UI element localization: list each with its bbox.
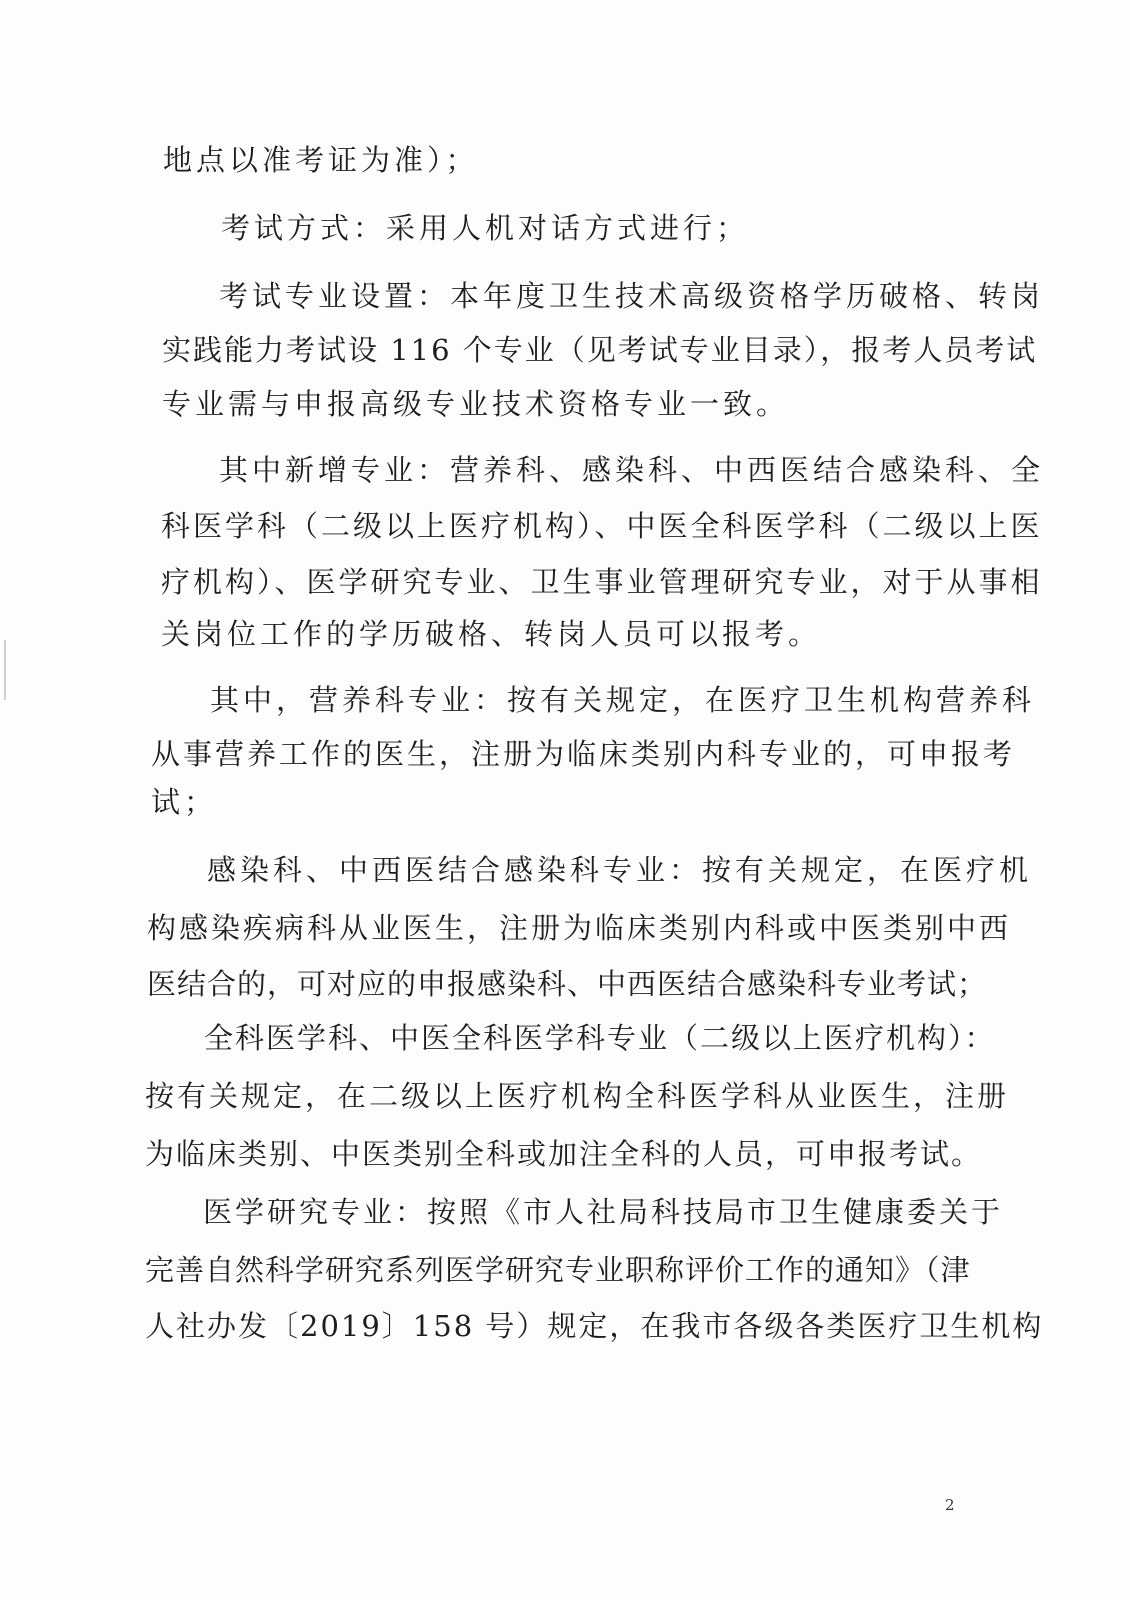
text-line-13: 感染科、中西医结合感染科专业：按有关规定，在医疗机 xyxy=(207,853,1033,887)
text-line-3: 考试专业设置：本年度卫生技术高级资格学历破格、转岗 xyxy=(219,279,1045,313)
text-line-19: 医学研究专业：按照《市人社局科技局市卫生健康委关于 xyxy=(203,1195,1004,1229)
text-line-17: 按有关规定，在二级以上医疗机构全科医学科从业医生，注册 xyxy=(145,1079,1010,1113)
text-line-7: 科医学科（二级以上医疗机构）、中医全科医学科（二级以上医 xyxy=(161,509,1043,543)
text-line-5: 专业需与申报高级专业技术资格专业一致。 xyxy=(162,387,790,421)
text-line-1: 地点以准考证为准）； xyxy=(163,143,479,177)
text-line-4: 实践能力考试设 116 个专业（见考试专业目录），报考人员考试 xyxy=(162,333,1038,367)
page-number: 2 xyxy=(945,1496,955,1514)
text-line-12: 试； xyxy=(151,785,218,819)
text-line-15: 医结合的，可对应的申报感染科、中西医结合感染科专业考试； xyxy=(147,967,988,1001)
text-line-21: 人社办发〔2019〕158 号）规定，在我市各级各类医疗卫生机构 xyxy=(145,1309,1044,1343)
text-line-14: 构感染疾病科从业医生，注册为临床类别内科或中医类别中西 xyxy=(147,911,1012,945)
text-line-9: 关岗位工作的学历破格、转岗人员可以报考。 xyxy=(161,617,822,651)
text-line-2: 考试方式：采用人机对话方式进行； xyxy=(221,211,750,245)
text-line-20: 完善自然科学研究系列医学研究专业职称评价工作的通知》（津 xyxy=(145,1253,971,1287)
scan-edge-mark xyxy=(4,640,6,700)
text-line-16: 全科医学科、中医全科医学科专业（二级以上医疗机构）： xyxy=(204,1021,996,1055)
text-line-8: 疗机构）、医学研究专业、卫生事业管理研究专业，对于从事相 xyxy=(161,565,1043,599)
text-line-10: 其中，营养科专业：按有关规定，在医疗卫生机构营养科 xyxy=(210,683,1036,717)
text-line-6: 其中新增专业：营养科、感染科、中西医结合感染科、全 xyxy=(219,453,1045,487)
text-line-18: 为临床类别、中医类别全科或加注全科的人员，可申报考试。 xyxy=(145,1137,983,1171)
text-line-11: 从事营养工作的医生，注册为临床类别内科专业的，可申报考 xyxy=(151,737,1016,771)
